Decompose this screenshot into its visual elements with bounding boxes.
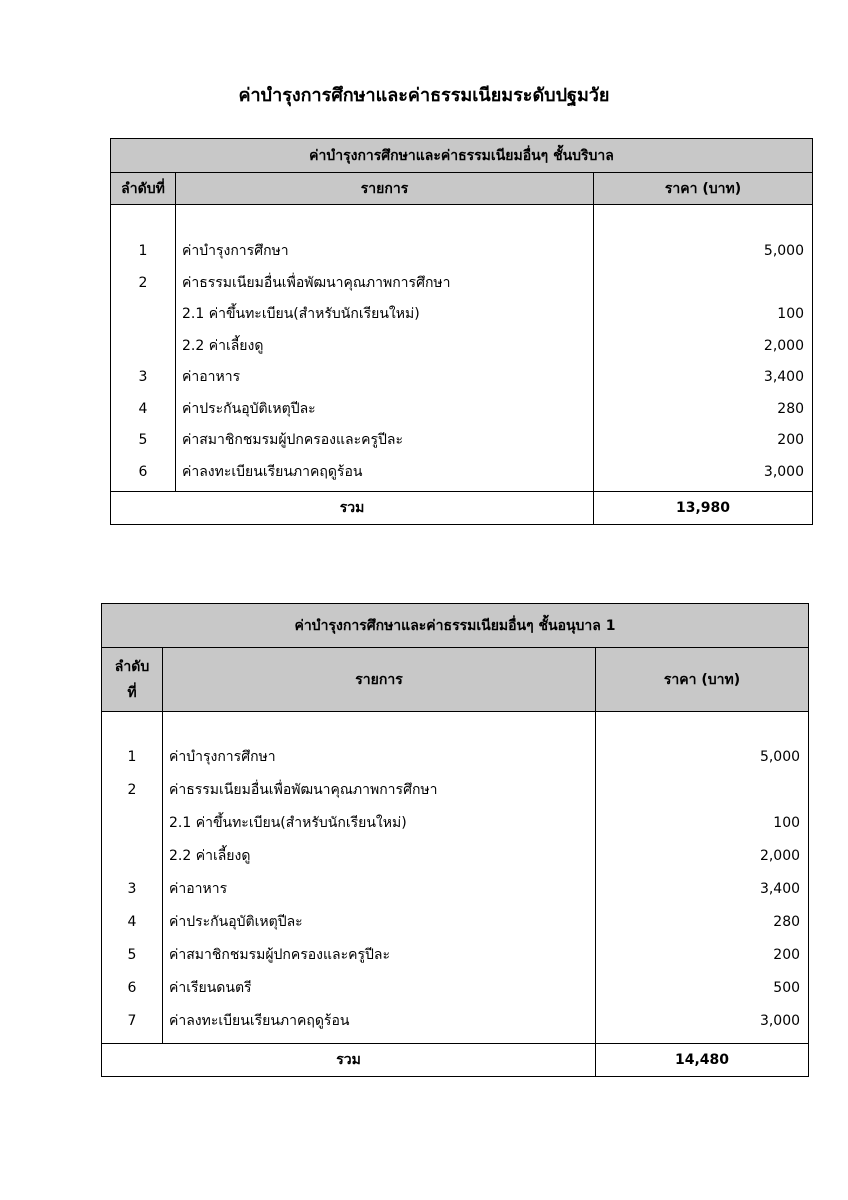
row-price [596, 774, 808, 807]
row-item: ค่าประกันอุบัติเหตุปีละ [169, 914, 303, 930]
price-column [596, 712, 809, 1044]
fee-table-kindergarten-1 [101, 603, 809, 1077]
column-header-no-line2: ที่ [127, 684, 137, 701]
row-no: 5 [127, 947, 137, 963]
item-column [176, 205, 594, 492]
row-price: 100 [777, 306, 805, 322]
row-price: 3,000 [759, 1013, 801, 1029]
row-price [594, 268, 812, 300]
row-item: ค่าสมาชิกชมรมผู้ปกครองและครูปีละ [182, 432, 404, 448]
row-item: 2.2 ค่าเลี้ยงดู [182, 337, 264, 354]
row-item: ค่าอาหาร [182, 369, 241, 385]
table-caption: ค่าบำรุงการศึกษาและค่าธรรมเนียมอื่นๆ ชั้นอนุบาล 1 [102, 604, 809, 648]
row-price: 200 [777, 432, 805, 448]
no-column [111, 205, 176, 492]
row-item: 2.1 ค่าขึ้นทะเบียน(สำหรับนักเรียนใหม่) [182, 306, 420, 322]
row-item: ค่าเรียนดนตรี [169, 980, 252, 996]
row-no [111, 331, 175, 363]
row-item: ค่าบำรุงการศึกษา [182, 243, 289, 259]
page-title: ค่าบำรุงการศึกษาและค่าธรรมเนียมระดับปฐมวัย [238, 85, 610, 106]
row-item: ค่าสมาชิกชมรมผู้ปกครองและครูปีละ [169, 947, 391, 963]
row-no: 1 [138, 243, 148, 259]
column-header-item: รายการ [163, 648, 596, 712]
total-label: รวม [102, 1044, 596, 1077]
row-item: ค่าลงทะเบียนเรียนภาคฤดูร้อน [169, 1013, 350, 1029]
table-caption: ค่าบำรุงการศึกษาและค่าธรรมเนียมอื่นๆ ชั้นบริบาล [111, 139, 813, 173]
row-item: 2.2 ค่าเลี้ยงดู [169, 848, 251, 864]
no-column [102, 712, 163, 1044]
total-value: 13,980 [594, 492, 813, 525]
row-price: 100 [773, 815, 801, 831]
column-header-no-line1: ลำดับ [114, 658, 150, 675]
row-no: 3 [127, 881, 137, 897]
row-price: 3,400 [759, 881, 801, 897]
item-column [163, 712, 596, 1044]
row-no: 3 [138, 369, 148, 385]
column-header-price: ราคา (บาท) [596, 648, 809, 712]
total-label: รวม [111, 492, 594, 525]
row-item: ค่าอาหาร [169, 881, 228, 897]
column-header-no [102, 648, 163, 712]
row-no: 6 [138, 463, 148, 480]
row-price: 280 [777, 400, 805, 417]
row-price: 280 [773, 914, 801, 930]
row-price: 500 [773, 980, 801, 996]
row-no: 4 [127, 914, 137, 930]
row-no [111, 299, 175, 331]
row-price: 2,000 [763, 337, 805, 354]
row-no: 5 [138, 432, 148, 448]
row-no: 7 [127, 1013, 137, 1029]
row-no [102, 807, 162, 840]
row-no: 2 [127, 782, 137, 798]
row-item: ค่าประกันอุบัติเหตุปีละ [182, 400, 316, 417]
column-header-no: ลำดับที่ [111, 173, 176, 205]
total-value: 14,480 [596, 1044, 809, 1077]
row-price: 5,000 [759, 749, 801, 765]
row-price: 2,000 [759, 848, 801, 864]
fee-table-nursery [110, 138, 813, 525]
row-price: 200 [773, 947, 801, 963]
row-no: 1 [127, 749, 137, 765]
row-no: 2 [138, 274, 148, 291]
row-item: ค่าบำรุงการศึกษา [169, 749, 276, 765]
row-no [102, 840, 162, 873]
column-header-item: รายการ [176, 173, 594, 205]
column-header-price: ราคา (บาท) [594, 173, 813, 205]
row-item: ค่าธรรมเนียมอื่นเพื่อพัฒนาคุณภาพการศึกษา [182, 274, 451, 291]
row-item: ค่าลงทะเบียนเรียนภาคฤดูร้อน [182, 463, 363, 480]
row-no: 6 [127, 980, 137, 996]
row-price: 5,000 [763, 243, 805, 259]
row-item: 2.1 ค่าขึ้นทะเบียน(สำหรับนักเรียนใหม่) [169, 815, 407, 831]
row-item: ค่าธรรมเนียมอื่นเพื่อพัฒนาคุณภาพการศึกษา [169, 782, 438, 798]
price-column [594, 205, 813, 492]
row-no: 4 [138, 400, 148, 417]
row-price: 3,400 [763, 369, 805, 385]
row-price: 3,000 [763, 463, 805, 480]
